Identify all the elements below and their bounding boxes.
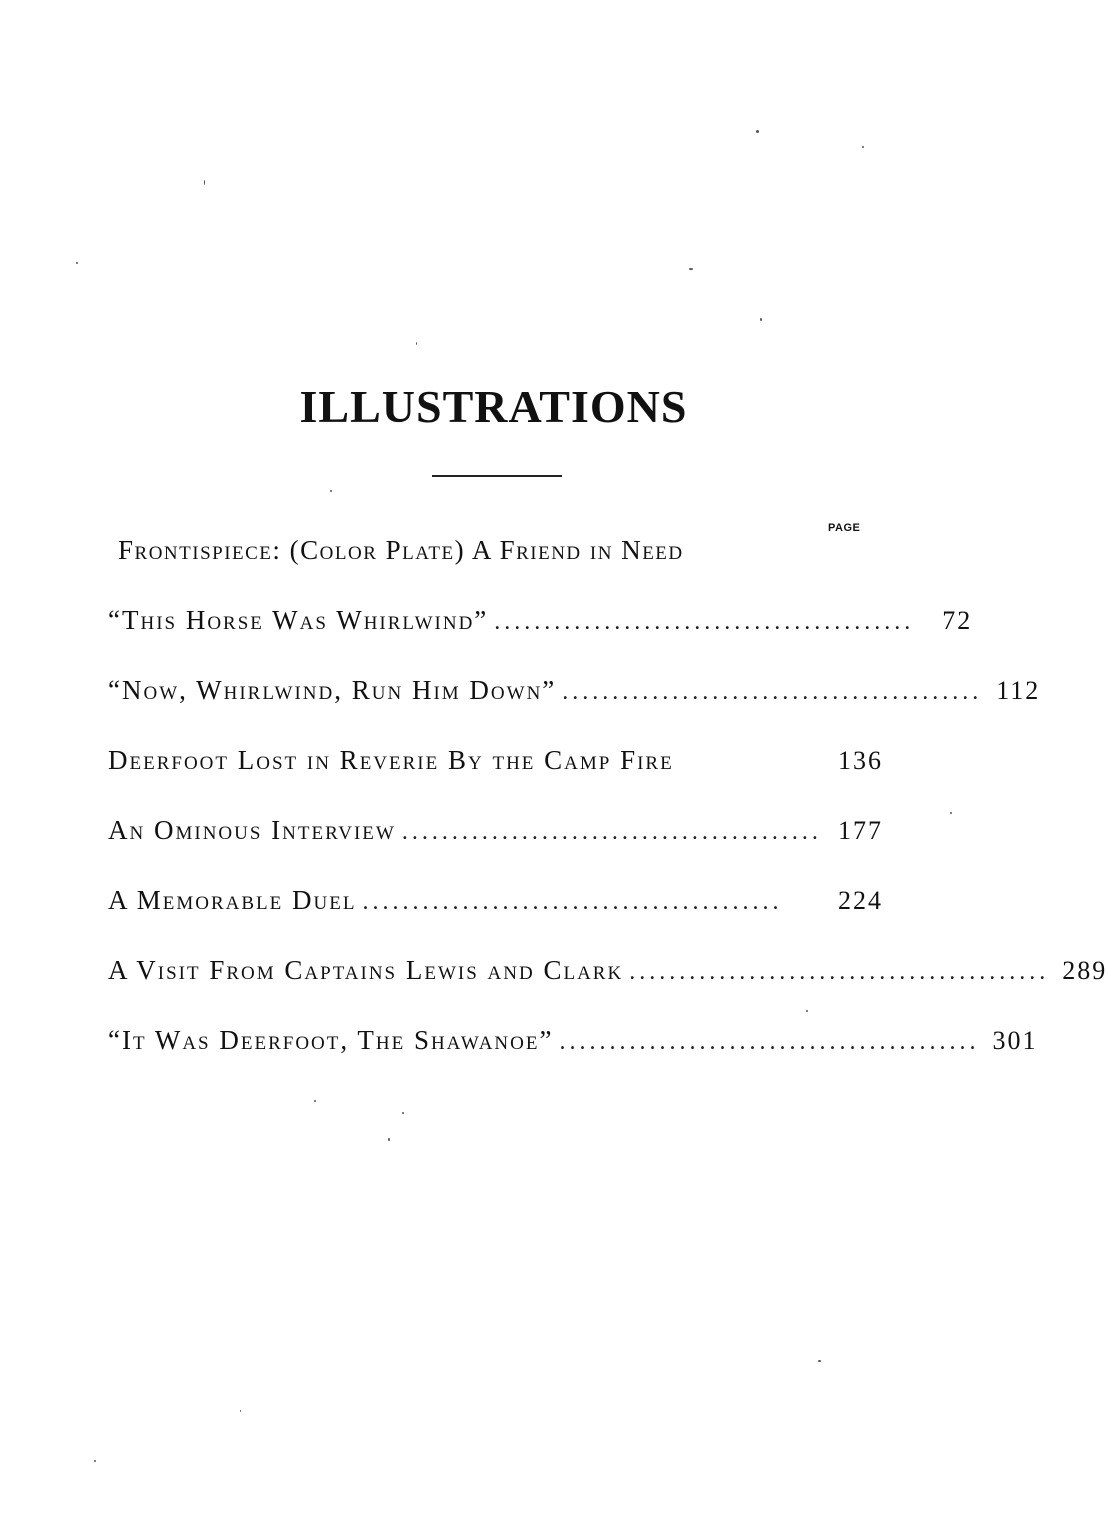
scan-speck <box>330 490 332 492</box>
dot-leader: .......................................... <box>362 889 783 915</box>
page-number: 289 <box>1062 956 1107 985</box>
page-number: 177 <box>838 816 883 845</box>
scan-speck <box>950 812 952 814</box>
list-item <box>108 990 1038 1060</box>
dot-leader: .......................................... <box>401 819 822 845</box>
list-item <box>108 920 1107 990</box>
scan-speck <box>402 1112 404 1114</box>
scan-speck <box>416 342 417 345</box>
scan-speck <box>388 1138 390 1141</box>
scan-speck <box>689 268 693 270</box>
scan-speck <box>240 1410 241 1412</box>
dot-leader: .......................................... <box>494 609 915 635</box>
scan-speck <box>862 146 864 148</box>
illustration-title: Frontispiece: (Color Plate) A Friend in Need <box>118 535 684 565</box>
page-number: 224 <box>838 886 883 915</box>
page-number: 112 <box>996 676 1041 705</box>
scan-speck <box>806 1010 808 1012</box>
list-item <box>108 640 1041 710</box>
illustration-title: “Now, Whirlwind, Run Him Down” <box>108 675 557 705</box>
page-number: 301 <box>992 1026 1038 1055</box>
illustration-title: A Visit From Captains Lewis and Clark <box>108 955 624 985</box>
page-number: 72 <box>942 606 973 635</box>
scan-speck <box>76 262 78 264</box>
illustration-title: “This Horse Was Whirlwind” <box>108 605 489 635</box>
illustrations-list <box>108 530 1107 1060</box>
illustration-title: A Memorable Duel <box>108 885 357 915</box>
dot-leader: .......................................... <box>562 679 983 705</box>
dot-leader: .......................................... <box>629 959 1050 985</box>
list-item <box>108 570 973 640</box>
scan-speck <box>204 180 205 185</box>
dot-leader: .......................................... <box>559 1029 980 1055</box>
scan-speck <box>756 130 759 133</box>
scan-speck <box>94 1460 96 1462</box>
scan-speck <box>314 1100 316 1102</box>
page-title: ILLUSTRATIONS <box>299 381 688 432</box>
list-item <box>108 850 883 920</box>
illustration-title: An Ominous Interview <box>108 815 396 845</box>
list-item <box>108 780 883 850</box>
list-item <box>108 530 883 570</box>
scan-speck <box>818 1360 821 1362</box>
title-divider <box>432 475 562 477</box>
list-item <box>108 710 883 780</box>
scan-speck <box>760 318 762 321</box>
page-number: 136 <box>838 746 883 775</box>
page-column-label: PAGE <box>828 522 861 534</box>
illustration-title: Deerfoot Lost in Reverie By the Camp Fire <box>108 745 674 775</box>
illustration-title: “It Was Deerfoot, The Shawanoe” <box>108 1025 554 1055</box>
